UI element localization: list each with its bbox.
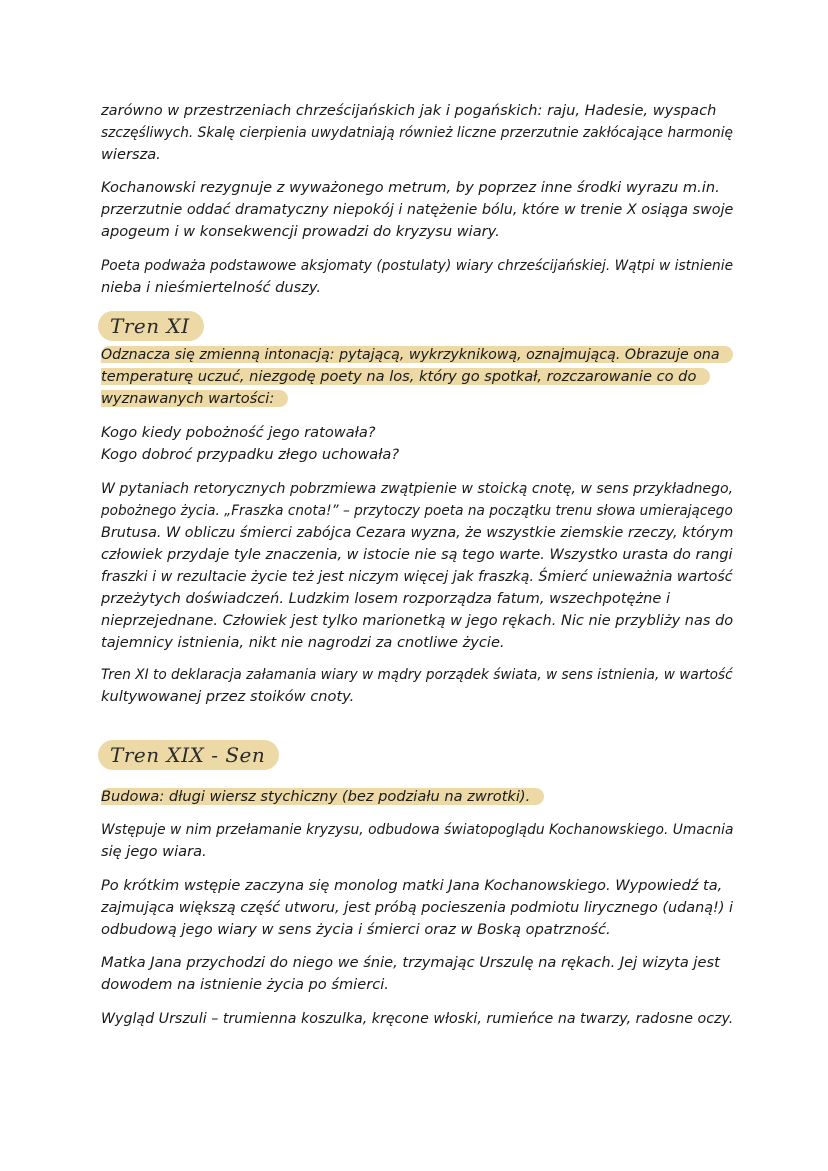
- highlighted-line: Odznacza się zmienną intonacją: pytającą, wykrzyknikową, oznajmującą. Obrazuje ona: [101, 346, 733, 363]
- text-line: się jego wiara.: [101, 843, 207, 860]
- text-line: zajmująca większą część utworu, jest próbą pocieszenia podmiotu lirycznego (udaną!) i: [101, 899, 734, 916]
- text-line: Kochanowski rezygnuje z wyważonego metrum, by poprzez inne środki wyrazu m.in.: [101, 179, 720, 196]
- intro-paragraph-2: [101, 177, 733, 243]
- text-line: przeżytych doświadczeń. Ludzkim losem rozporządza fatum, wszechpotężne i: [101, 590, 671, 607]
- tren-xi-highlighted-intro: [101, 344, 733, 410]
- text-line: człowiek przydaje tyle znaczenia, w istocie nie są tego warte. Wszystko urasta do rangi: [101, 546, 733, 563]
- tren-xix-highlighted-intro: [101, 786, 733, 808]
- highlighted-line: wyznawanych wartości:: [101, 390, 288, 407]
- text-line: Wstępuje w nim przełamanie kryzysu, odbudowa światopoglądu Kochanowskiego. Umacnia: [101, 821, 734, 838]
- text-line: Brutusa. W obliczu śmierci zabójca Cezara wyzna, że wszystkie ziemskie rzeczy, którym: [101, 524, 734, 541]
- text-line: nieprzejednane. Człowiek jest tylko marionetką w jego rękach. Nic nie przybliży nas do: [101, 612, 734, 629]
- quote-line: Kogo kiedy pobożność jego ratowała?: [101, 424, 376, 441]
- text-line: Tren XI to deklaracja załamania wiary w mądry porządek świata, w sens istnienia, w wartość: [101, 666, 733, 683]
- text-line: nieba i nieśmiertelność duszy.: [101, 279, 322, 296]
- tren-xi-paragraph-2: [101, 664, 733, 708]
- text-line: Poeta podważa podstawowe aksjomaty (postulaty) wiary chrześcijańskiej. Wątpi w istnienie: [101, 257, 734, 274]
- text-line: fraszki i w rezultacie życie też jest niczym więcej jak fraszką. Śmierć unieważnia wartość: [101, 568, 733, 585]
- text-line: kultywowanej przez stoików cnoty.: [101, 688, 355, 705]
- quote-line: Kogo dobroć przypadku złego uchowała?: [101, 446, 400, 463]
- text-line: dowodem na istnienie życia po śmierci.: [101, 976, 389, 993]
- text-line: Po krótkim wstępie zaczyna się monolog matki Jana Kochanowskiego. Wypowiedź ta,: [101, 877, 723, 894]
- text-line: szczęśliwych. Skalę cierpienia uwydatniają również liczne przerzutnie zakłócające harmonię: [101, 124, 733, 141]
- intro-paragraph-1: [101, 100, 733, 166]
- tren-xix-paragraph-3: [101, 952, 733, 996]
- tren-xi-paragraph-1: [101, 478, 733, 654]
- tren-xix-paragraph-1: [101, 819, 733, 863]
- text-line: odbudową jego wiary w sens życia i śmierci oraz w Boską opatrzność.: [101, 921, 611, 938]
- text-line: apogeum i w konsekwencji prowadzi do kryzysu wiary.: [101, 223, 500, 240]
- highlighted-line: Budowa: długi wiersz stychiczny (bez podziału na zwrotki).: [101, 788, 544, 805]
- section-heading-tren-xi: Tren XI: [98, 311, 204, 341]
- text-line: pobożnego życia. „Fraszka cnota!” – przytoczy poeta na początku trenu słowa umierającego: [101, 502, 733, 519]
- tren-xix-paragraph-2: [101, 875, 733, 941]
- text-line: wiersza.: [101, 146, 161, 163]
- tren-xi-quote: [101, 422, 733, 466]
- text-line: przerzutnie oddać dramatyczny niepokój i natężenie bólu, które w trenie X osiąga swoje: [101, 201, 734, 218]
- highlighted-line: temperaturę uczuć, niezgodę poety na los, który go spotkał, rozczarowanie co do: [101, 368, 710, 385]
- text-line: Wygląd Urszuli – trumienna koszulka, kręcone włoski, rumieńce na twarzy, radosne oczy.: [101, 1010, 734, 1027]
- text-line: Matka Jana przychodzi do niego we śnie, trzymając Urszulę na rękach. Jej wizyta jest: [101, 954, 720, 971]
- text-line: tajemnicy istnienia, nikt nie nagrodzi za cnotliwe życie.: [101, 634, 505, 651]
- text-line: W pytaniach retorycznych pobrzmiewa zwątpienie w stoicką cnotę, w sens przykładnego,: [101, 480, 734, 497]
- tren-xix-paragraph-4: [101, 1008, 733, 1030]
- intro-paragraph-3: [101, 255, 733, 299]
- text-line: zarówno w przestrzeniach chrześcijańskich jak i pogańskich: raju, Hadesie, wyspach: [101, 102, 717, 119]
- section-heading-tren-xix: Tren XIX - Sen: [98, 740, 279, 770]
